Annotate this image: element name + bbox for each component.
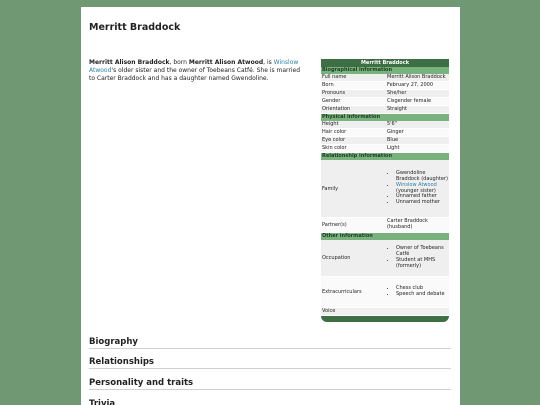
article-page	[81, 7, 460, 405]
infobox-row	[321, 106, 449, 114]
infobox-row-family	[321, 160, 449, 218]
section-heading-personality: Personality and traits	[89, 378, 451, 390]
intro-paragraph	[89, 59, 307, 82]
infobox-key: Occupation	[322, 255, 351, 261]
infobox-section-physical: Physical information	[321, 114, 449, 121]
infobox-value: She/her	[387, 90, 407, 96]
infobox-row-occupation	[321, 240, 449, 277]
infobox-row	[321, 98, 449, 106]
infobox-row	[321, 90, 449, 98]
infobox-row	[321, 74, 449, 82]
page-title: Merritt Braddock	[89, 22, 181, 33]
infobox-value: Light	[387, 145, 400, 151]
infobox-key: Born	[322, 82, 334, 88]
infobox-key: Partner(s)	[322, 222, 347, 228]
occupation-item: • Student at MHS (formerly)	[396, 258, 449, 270]
infobox-row	[321, 82, 449, 90]
infobox-bio-rows	[321, 74, 449, 114]
infobox-row	[321, 121, 449, 129]
infobox-value	[386, 160, 449, 217]
infobox-value	[386, 308, 449, 315]
family-item-daughter: • Gwendoline Braddock (daughter)	[396, 171, 449, 183]
winslow-atwood-link[interactable]: Winslow Atwood	[89, 59, 299, 74]
infobox-value: Carter Braddock (husband)	[387, 218, 428, 230]
infobox-key: Orientation	[322, 106, 351, 112]
winslow-atwood-family-link[interactable]: Winslow Atwood	[396, 181, 437, 188]
extracurricular-item: • Chess club	[396, 286, 445, 292]
infobox-key: Hair color	[322, 129, 347, 135]
infobox-key: Full name	[322, 74, 347, 80]
intro-birth-name: Merritt Alison Atwood	[188, 59, 264, 66]
infobox-key: Voice	[322, 308, 336, 314]
infobox-footer	[321, 316, 449, 322]
infobox-section-biographical: Biographical information	[321, 67, 449, 74]
intro-text-1: , born	[169, 59, 189, 66]
infobox-key: Extracurriculars	[322, 289, 362, 295]
infobox-section-other: Other information	[321, 233, 449, 240]
infobox-value: Merritt Alison Braddock	[387, 74, 446, 80]
family-item-sister-relation: (younger sister)	[396, 187, 436, 194]
infobox	[321, 59, 449, 322]
infobox-value: 5'6"	[387, 121, 398, 127]
family-list	[387, 171, 449, 206]
infobox-row	[321, 145, 449, 153]
infobox-section-relationship: Relationship information	[321, 153, 449, 160]
infobox-key: Pronouns	[322, 90, 346, 96]
occupation-item: • Owner of Toebeans Catfé	[396, 246, 449, 258]
family-item-mother: • Unnamed mother	[396, 200, 449, 206]
infobox-other-rows	[321, 240, 449, 316]
section-heading-trivia: Trivia	[89, 399, 451, 405]
section-heading-biography: Biography	[89, 337, 451, 349]
infobox-key: Eye color	[322, 137, 346, 143]
infobox-title: Merritt Braddock	[321, 59, 449, 67]
infobox-row-extracurriculars	[321, 277, 449, 308]
infobox-value: Ginger	[387, 129, 404, 135]
infobox-value	[386, 240, 449, 276]
infobox-row	[321, 129, 449, 137]
infobox-value: February 27, 2000	[387, 82, 434, 88]
intro-text-3: 's older sister and the owner of Toebeans Catfé. She is married to Carter Braddock and has a daughter named Gwendoline.	[89, 66, 301, 82]
section-heading-relationships: Relationships	[89, 357, 451, 369]
infobox-row	[321, 137, 449, 145]
infobox-key: Skin color	[322, 145, 347, 151]
family-item-father: • Unnamed father	[396, 194, 449, 200]
infobox-key: Height	[322, 121, 339, 127]
intro-text-2: , is	[263, 59, 274, 66]
extracurricular-item: • Speech and debate	[396, 292, 445, 298]
infobox-row-voice	[321, 308, 449, 316]
infobox-key: Gender	[322, 98, 341, 104]
extracurriculars-list	[387, 286, 445, 298]
occupation-list	[387, 246, 449, 269]
infobox-value: Blue	[387, 137, 399, 143]
intro-full-name: Merritt Alison Braddock	[89, 59, 170, 66]
infobox-row-partner	[321, 218, 449, 233]
infobox-phys-rows	[321, 121, 449, 153]
infobox-key: Family	[322, 185, 339, 192]
infobox-rel-rows	[321, 160, 449, 233]
infobox-value	[386, 277, 449, 307]
infobox-value: Cisgender female	[387, 98, 432, 104]
infobox-value: Straight	[387, 106, 407, 112]
